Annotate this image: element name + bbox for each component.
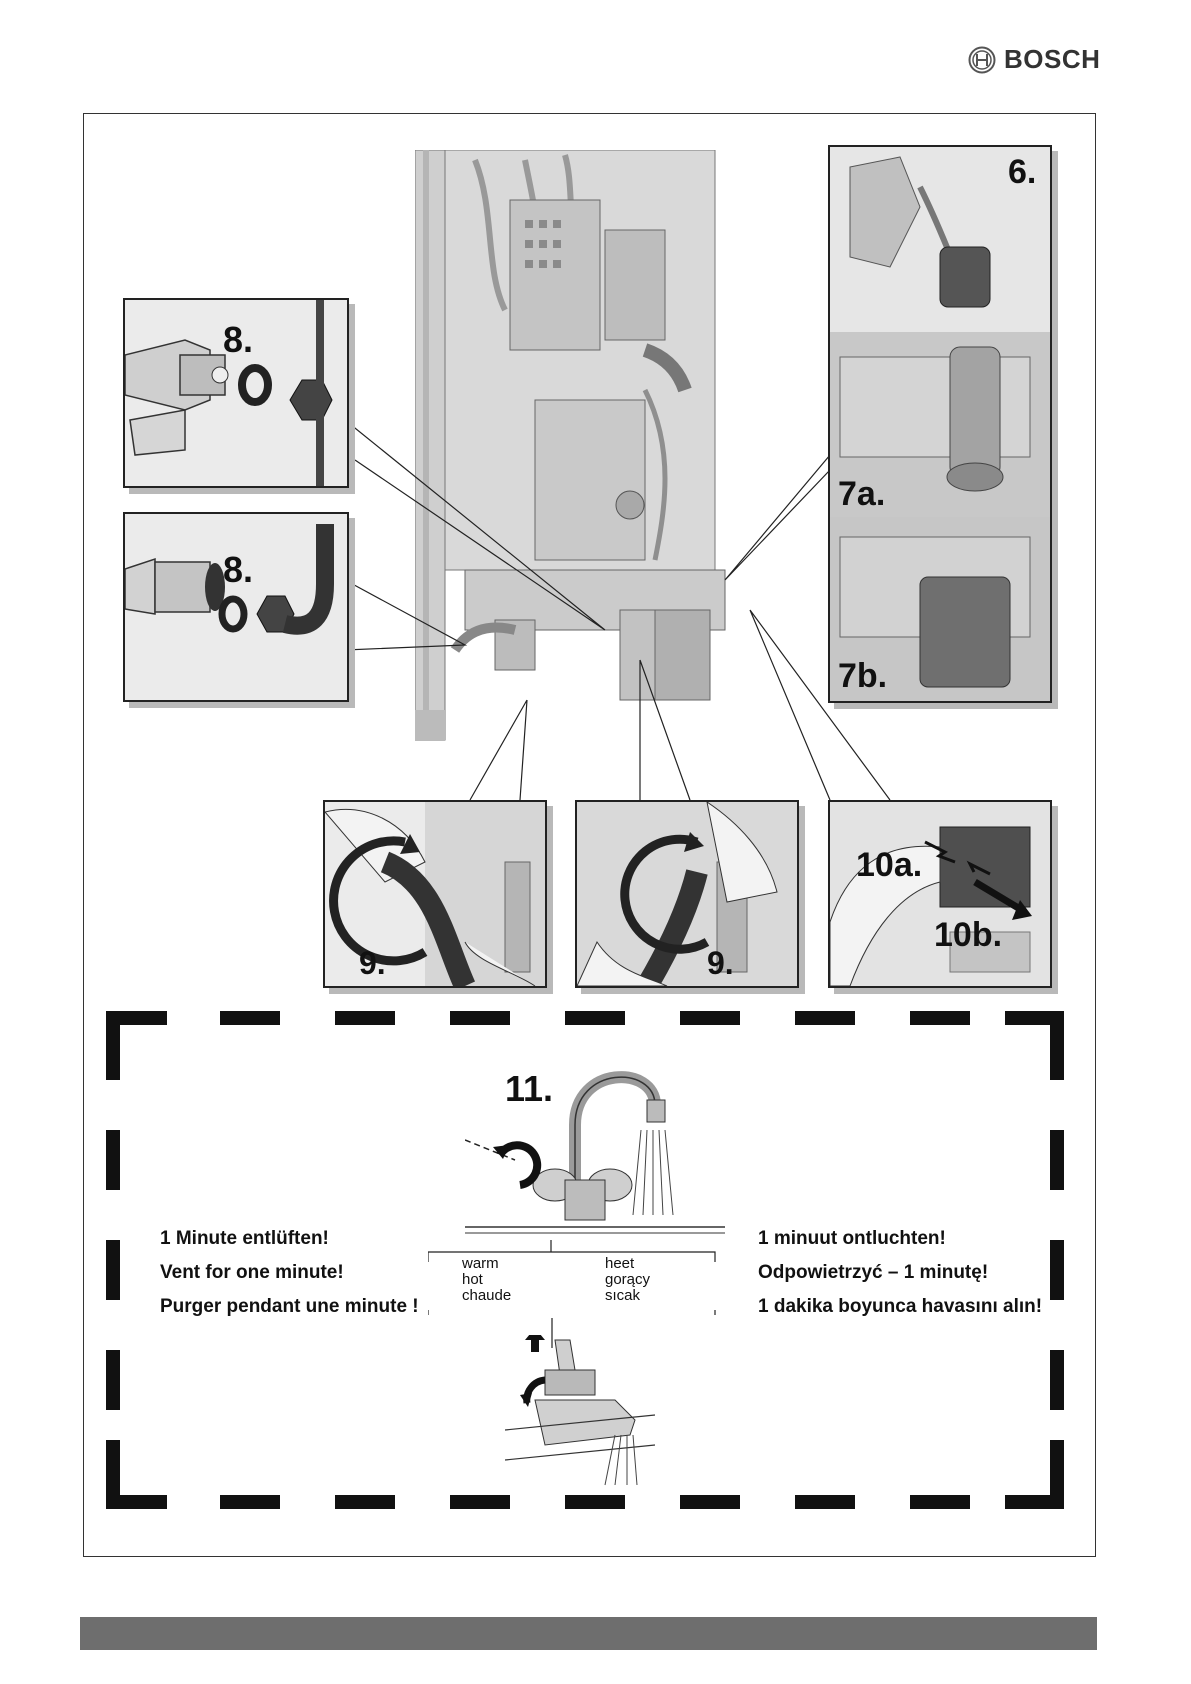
valve-sensor-illustrations xyxy=(830,147,1050,701)
panel-step-8-bottom xyxy=(123,512,349,702)
hot-label-tr: sıcak xyxy=(605,1287,641,1304)
step-9-label: 9. xyxy=(359,945,386,981)
step-8-label: 8. xyxy=(223,319,254,360)
hot-label-nl: heet xyxy=(605,1255,635,1272)
vent-instructions-left xyxy=(160,1222,419,1324)
warm-label-de: warm xyxy=(462,1255,499,1272)
footer-bar xyxy=(80,1617,1097,1650)
step-7a-label: 7a. xyxy=(838,475,886,513)
hot-labels xyxy=(605,1256,650,1304)
hose-connector-illustration xyxy=(125,514,347,700)
panel-step-10 xyxy=(828,800,1052,988)
faucet-single-lever-illustration xyxy=(505,1335,655,1490)
vent-text-de: 1 Minute entlüften! xyxy=(160,1228,329,1249)
panel-step-9-left xyxy=(323,800,547,988)
warm-label-fr: chaude xyxy=(462,1287,512,1304)
panel-steps-6-7 xyxy=(828,145,1052,703)
hot-label-pl: gorący xyxy=(605,1271,651,1288)
wrench-hand-illustration-2 xyxy=(577,802,797,986)
vent-text-fr: Purger pendant une minute ! xyxy=(160,1296,419,1317)
step-10a-label: 10a. xyxy=(856,846,923,884)
brand-name: BOSCH xyxy=(1004,44,1101,74)
step-6-label: 6. xyxy=(1008,153,1037,191)
warm-labels xyxy=(462,1256,511,1304)
step-10b-label: 10b. xyxy=(934,916,1003,954)
step-8-label-2: 8. xyxy=(223,549,254,590)
step-11-label: 11. xyxy=(505,1068,554,1109)
clip-release-illustration xyxy=(830,802,1050,986)
step-9-label-2: 9. xyxy=(707,945,734,981)
faucet-two-handle-illustration xyxy=(465,1055,725,1240)
step-7b-label: 7b. xyxy=(838,657,888,695)
vent-instructions-right xyxy=(758,1222,1042,1324)
wrench-hand-illustration xyxy=(325,802,545,986)
panel-step-9-right xyxy=(575,800,799,988)
vent-text-tr: 1 dakika boyunca havasını alın! xyxy=(758,1296,1043,1317)
warm-label-en: hot xyxy=(462,1271,483,1288)
panel-step-8-top xyxy=(123,298,349,488)
vent-text-pl: Odpowietrzyć – 1 minutę! xyxy=(758,1262,989,1283)
vent-text-en: Vent for one minute! xyxy=(160,1262,344,1283)
vent-text-nl: 1 minuut ontluchten! xyxy=(758,1228,946,1249)
